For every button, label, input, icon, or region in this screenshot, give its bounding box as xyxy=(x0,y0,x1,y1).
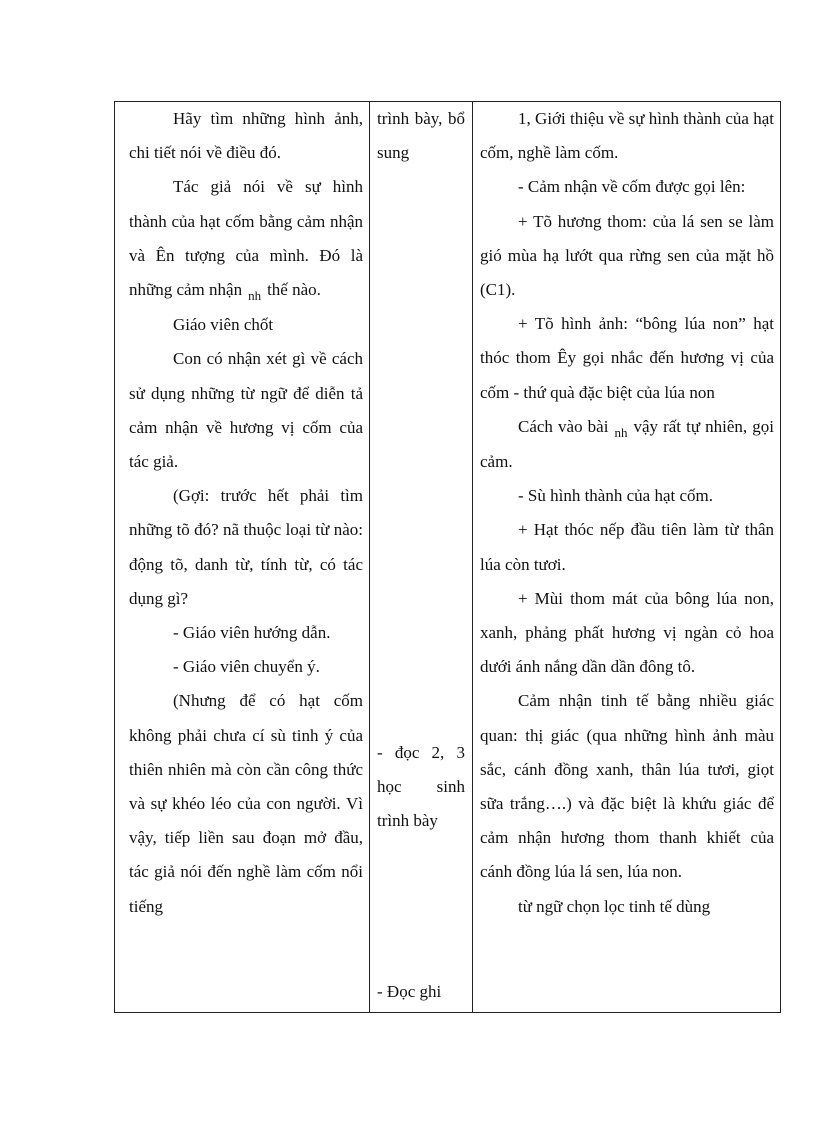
paragraph: - Cảm nhận về cốm được gọi lên: xyxy=(518,177,746,197)
paragraph: + Tõ hình ảnh: “bông lúa non” hạt thóc thom Êy gọi nhắc đến hương vị của cốm - thứ quà đặc biệt của lúa non xyxy=(480,314,774,402)
paragraph: - Sù hình thành của hạt cốm. xyxy=(518,486,713,506)
paragraph: từ ngữ chọn lọc tinh tế dùng xyxy=(518,896,711,916)
teacher-activity-column xyxy=(129,102,363,924)
paragraph xyxy=(480,410,774,479)
student-note: - Đọc ghi xyxy=(377,982,442,1001)
paragraph: (Gợi: trước hết phải tìm những tõ đó? nã thuộc loại từ nào: động tõ, danh từ, tính từ, có tác dụng gì? xyxy=(129,486,363,608)
paragraph: Con có nhận xét gì về cách sử dụng những từ ngữ để diễn tả cảm nhận về hương vị cốm của tác giả. xyxy=(129,349,363,472)
text: vậy rất tự nhiên, gọi cảm. xyxy=(480,416,775,472)
paragraph: Cảm nhận tinh tế bằng nhiều giác quan: thị giác (qua những hình ảnh màu sắc, cánh đồng xanh, thân lúa tươi, giọt sữa trắng….) và đặc biệt là khứu giác để cảm nhận hương thom thanh khiết của cánh đồng lúa lá sen, lúa non. xyxy=(480,691,774,882)
text: Tác giả nói về sự hình thành của hạt cốm bằng cảm nhận và Ên tượng của mình. Đó là những cảm nhận xyxy=(129,177,363,300)
lesson-table xyxy=(114,101,781,1013)
student-note: - đọc 2, 3 học sinh trình bày xyxy=(377,743,465,831)
paragraph: Giáo viên chốt xyxy=(173,315,274,335)
paragraph: - Giáo viên chuyển ý. xyxy=(173,657,320,677)
paragraph: + Mùi thom mát của bông lúa non, xanh, phảng phất hương vị ngàn cỏ hoa dưới ánh nắng dần dần đông tô. xyxy=(480,588,774,677)
text: Cách vào bài xyxy=(518,416,609,436)
content-column xyxy=(480,102,774,924)
paragraph: 1, Giới thiệu về sự hình thành của hạt cốm, nghề làm cốm. xyxy=(480,109,774,163)
paragraph: (Nhưng để có hạt cốm không phải chưa cí sù tinh ý của thiên nhiên mà còn cần công thức và sự khéo léo của con người. Vì vậy, tiếp liền sau đoạn mở đầu, tác giả nói đến nghề làm cốm nổi tiếng xyxy=(129,691,363,916)
paragraph: Hãy tìm những hình ảnh, chi tiết nói về điều đó. xyxy=(129,109,363,163)
paragraph: + Tõ hương thom: của lá sen se làm gió mùa hạ lướt qua rừng sen của mặt hồ (C1). xyxy=(480,211,774,300)
text: nh xyxy=(248,288,262,304)
text: thế nào. xyxy=(267,280,321,300)
column-divider xyxy=(472,102,473,1012)
paragraph xyxy=(129,170,363,308)
student-note: trình bày, bổ sung xyxy=(377,109,465,163)
column-divider xyxy=(369,102,370,1012)
paragraph: + Hạt thóc nếp đầu tiên làm từ thân lúa còn tươi. xyxy=(480,520,774,574)
text: nh xyxy=(614,424,628,440)
paragraph: - Giáo viên hướng dẫn. xyxy=(173,623,331,643)
